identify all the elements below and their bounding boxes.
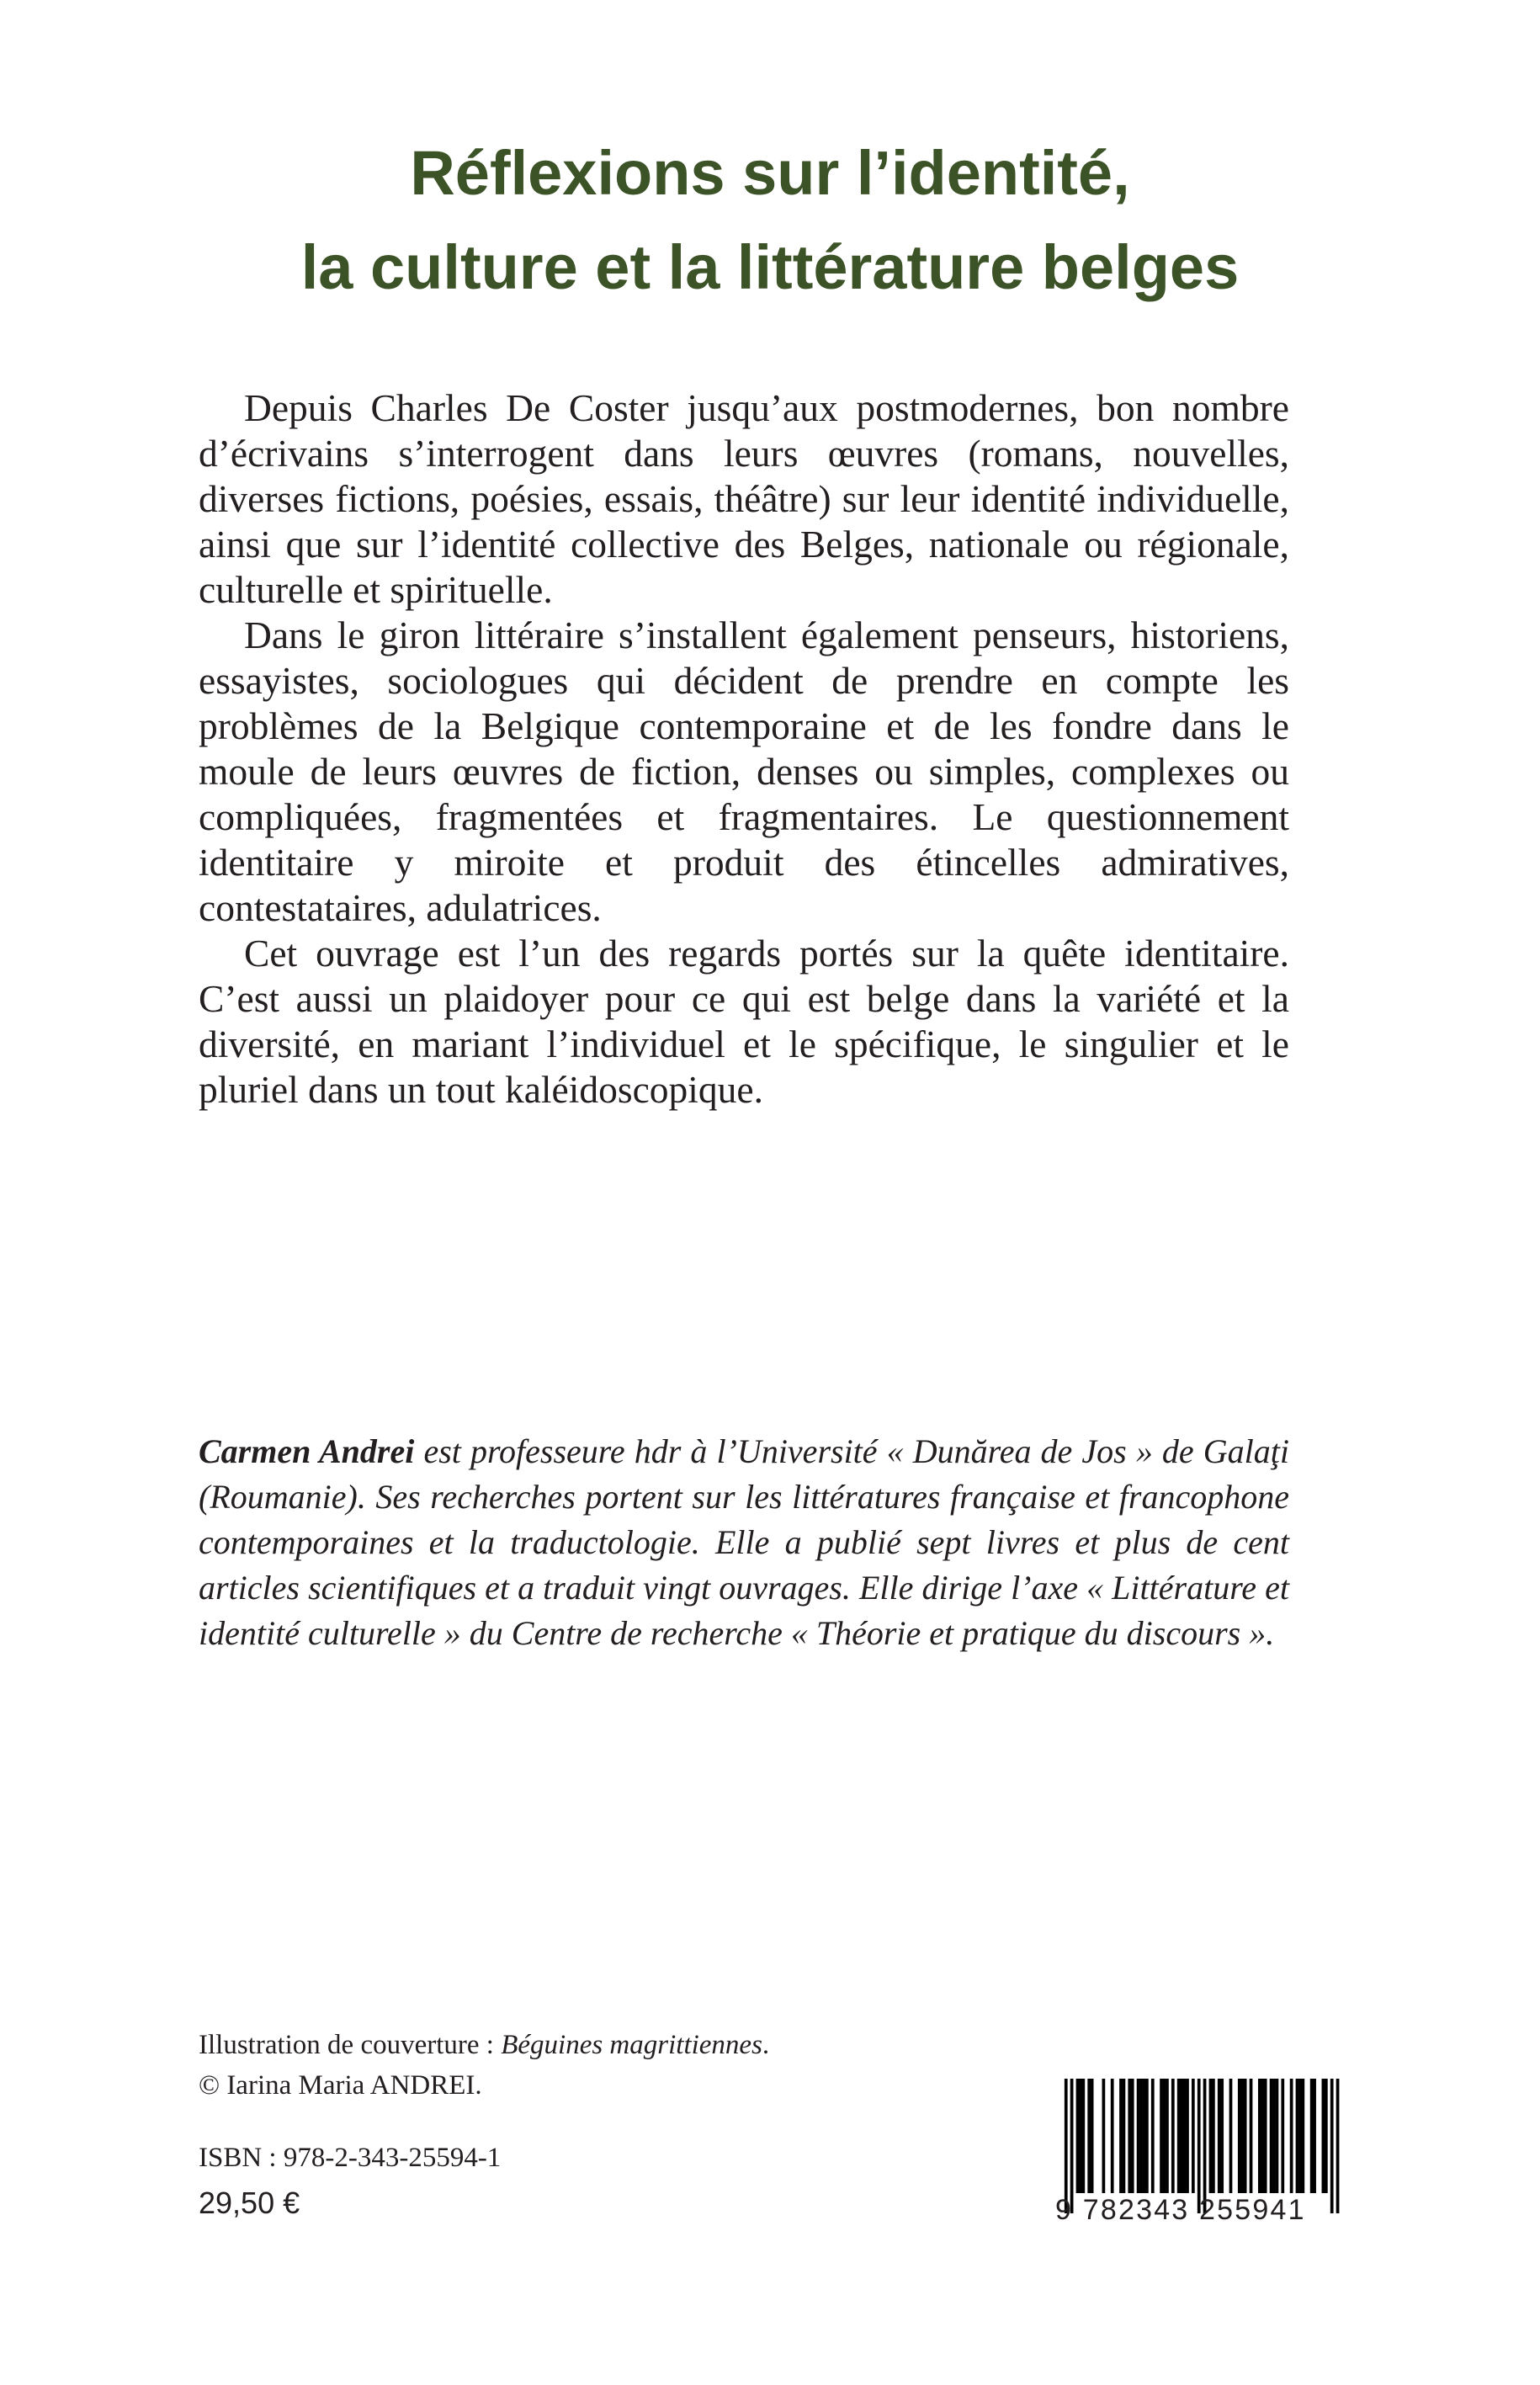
barcode-bar — [1229, 2079, 1233, 2193]
price: 29,50 € — [199, 2186, 300, 2220]
barcode-bar — [1322, 2079, 1325, 2193]
illustration-end: . — [762, 2030, 770, 2060]
barcode-bar — [1102, 2079, 1106, 2193]
barcode-bar — [1151, 2079, 1155, 2193]
barcode-bar — [1166, 2079, 1169, 2193]
barcode-bar — [1131, 2079, 1134, 2193]
barcode-bar — [1313, 2079, 1316, 2193]
barcode-bar — [1272, 2079, 1276, 2193]
barcode-bar — [1081, 2079, 1085, 2193]
barcode-bar — [1183, 2079, 1187, 2193]
barcode-bar — [1298, 2079, 1302, 2193]
barcode-bar — [1290, 2079, 1293, 2193]
barcode-bar — [1244, 2079, 1247, 2193]
barcode-bar — [1310, 2079, 1314, 2193]
barcode-bar — [1111, 2079, 1114, 2193]
barcode-bar — [1281, 2079, 1284, 2193]
book-title — [0, 126, 1540, 315]
illustration-title: Béguines magrittiennes — [501, 2030, 762, 2060]
illustration-label: Illustration de couverture : — [199, 2030, 502, 2060]
barcode-bar — [1180, 2079, 1183, 2193]
book-title-line-1: Réflexions sur l’identité, — [410, 138, 1130, 208]
description-paragraph-3: Cet ouvrage est l’un des regards portés sur la quête identitaire. C’est aussi un plaidoyer pour ce qui est belge dans la variété et la diversité, en mariant l’individuel et le spécifique, le singulier et le pluriel dans un tout kaléidoscopique. — [199, 932, 1289, 1111]
barcode-bar — [1079, 2079, 1082, 2193]
barcode-bar — [1238, 2079, 1241, 2193]
author-bio — [199, 1429, 1289, 1656]
isbn: ISBN : 978-2-343-25594-1 — [199, 2143, 502, 2173]
description-paragraph-1: Depuis Charles De Coster jusqu’aux postmodernes, bon nombre d’écrivains s’interrogent dans leurs œuvres (romans, nouvelles, diverses fictions, poésies, essais, théâtre) sur leur identité individuelle, ainsi que sur l’identité collective des Belges, nationale ou régionale, culturelle et spirituelle. — [199, 386, 1289, 611]
author-bio-text: est professeure hdr à l’Université « Dunărea de Jos » de Galaţi (Roumanie). Ses recherches portent sur les littératures française et francophone contemporaines et la traductologie. Elle a publié sept livres et plus de cent articles scientifiques et a traduit vingt ouvrages. Elle dirige l’axe « Littérature et identité culturelle » du Centre de recherche « Théorie et pratique du discours ». — [199, 1432, 1290, 1652]
barcode-digits: 9 782343 255941 — [1055, 2194, 1306, 2226]
barcode-bar — [1276, 2079, 1279, 2193]
barcode-bar — [1186, 2079, 1189, 2193]
barcode-bar — [1209, 2079, 1213, 2193]
barcode-bar — [1296, 2079, 1299, 2193]
barcode-bar — [1270, 2079, 1273, 2193]
author-name: Carmen Andrei — [199, 1432, 415, 1470]
barcode-bar — [1123, 2079, 1126, 2193]
barcode-bar — [1163, 2079, 1166, 2193]
barcode-bar — [1160, 2079, 1163, 2193]
barcode-bar — [1218, 2079, 1221, 2193]
barcode-bar — [1076, 2079, 1080, 2193]
copyright-line: © Iarina Maria ANDREI. — [199, 2070, 482, 2101]
barcode-bar — [1091, 2079, 1094, 2193]
barcode-bar — [1261, 2079, 1264, 2193]
barcode-bar — [1250, 2079, 1253, 2193]
barcode-bar — [1192, 2079, 1195, 2193]
book-title-line-2: la culture et la littérature belges — [300, 232, 1240, 302]
cover-credits — [199, 2025, 769, 2106]
book-description — [199, 385, 1289, 1113]
barcode-bar — [1171, 2079, 1175, 2193]
barcode-bar — [1258, 2079, 1261, 2193]
barcode-bar — [1301, 2079, 1304, 2193]
barcode-bar — [1212, 2079, 1215, 2193]
barcode-bar — [1145, 2079, 1149, 2193]
barcode-bar — [1119, 2079, 1123, 2193]
barcode-bar — [1264, 2079, 1267, 2193]
barcode-bar — [1128, 2079, 1131, 2193]
barcode-bar — [1240, 2079, 1244, 2193]
barcode-bar — [1087, 2079, 1091, 2193]
illustration-credit — [199, 2025, 769, 2065]
barcode-bar — [1220, 2079, 1224, 2193]
barcode-bar — [1139, 2079, 1143, 2193]
barcode-bar — [1137, 2079, 1140, 2193]
description-paragraph-2: Dans le giron littéraire s’installent également penseurs, historiens, essayistes, sociologues qui décident de prendre en compte les problèmes de la Belgique contemporaine et de les fondre dans le moule de leurs œuvres de fiction, denses ou simples, complexes ou compliquées, fragmentées et fragmentaires. Le questionnement identitaire y miroite et produit des étincelles admiratives, contestataires, adulatrices. — [199, 614, 1289, 929]
barcode-bar — [1177, 2079, 1181, 2193]
barcode-bar — [1325, 2079, 1328, 2193]
barcode-bar — [1143, 2079, 1146, 2193]
